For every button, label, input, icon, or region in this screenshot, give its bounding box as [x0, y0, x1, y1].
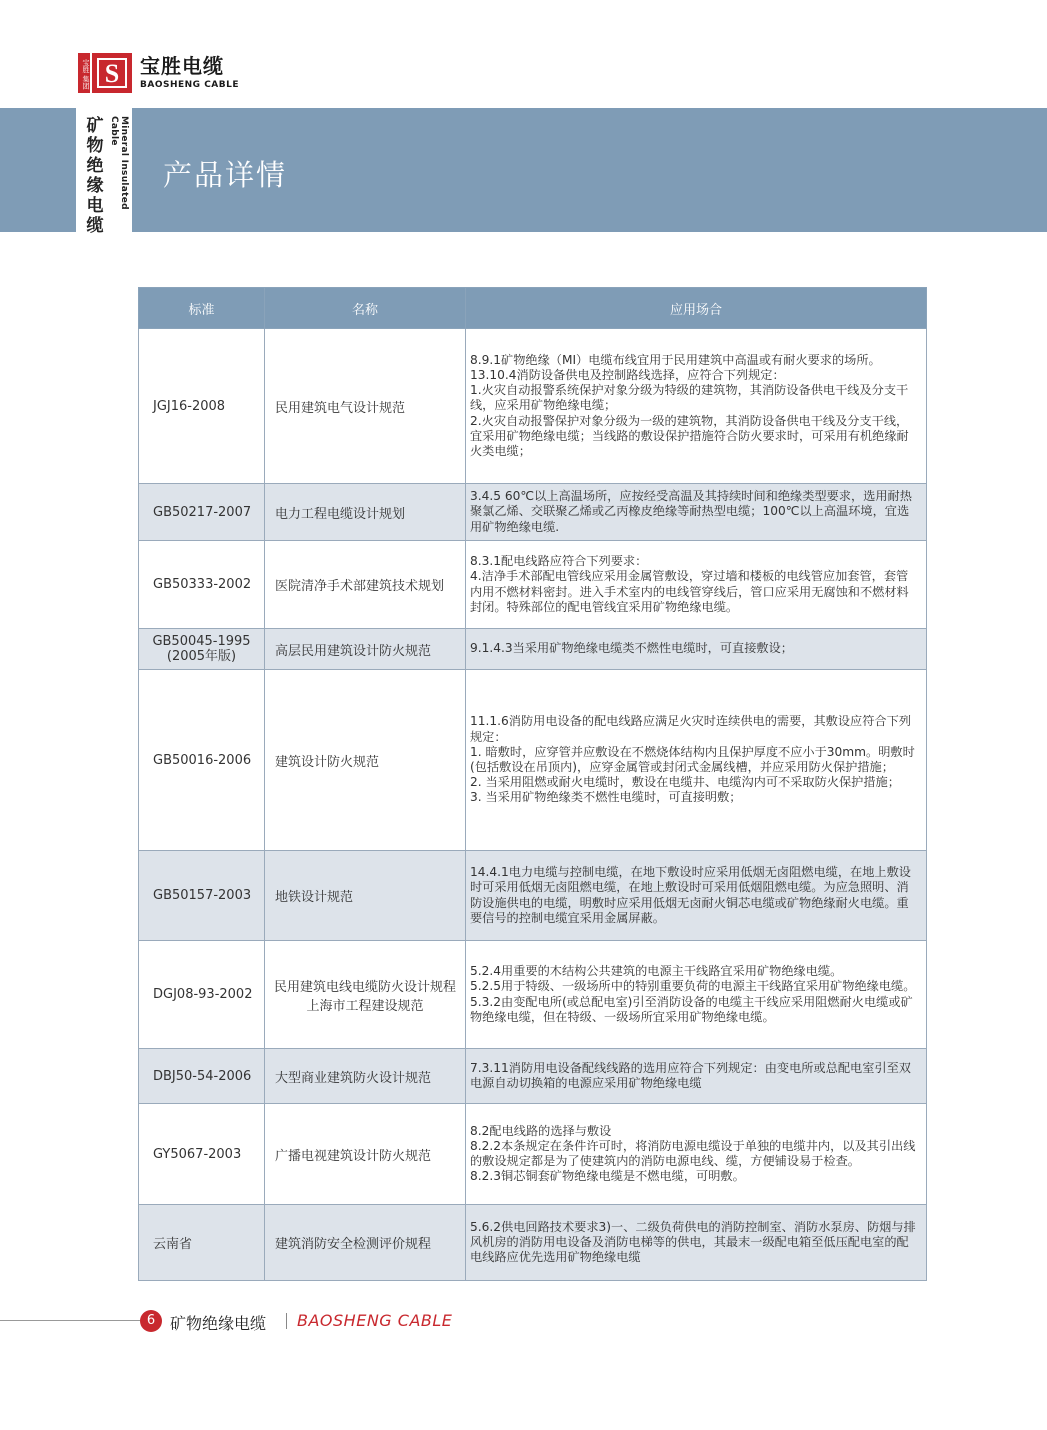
- cell-name: 民用建筑电线电缆防火设计规程上海市工程建设规范: [265, 941, 466, 1049]
- cell-standard: GB50016-2006: [139, 670, 265, 851]
- cell-name: 地铁设计规范: [265, 851, 466, 941]
- page-title: 产品详情: [163, 158, 288, 192]
- brand-name-en: BAOSHENG CABLE: [140, 80, 240, 90]
- cell-name: 建筑设计防火规范: [265, 670, 466, 851]
- cell-standard: 云南省: [139, 1205, 265, 1281]
- cell-standard: GB50333-2002: [139, 541, 265, 629]
- cell-application: 8.3.1配电线路应符合下列要求： 4.洁净手术部配电管线应采用金属管敷设，穿过墙和楼板的电线管应加套管，套管内用不燃材料密封。进入手术室内的电线管穿线后，管口应采用无腐蚀和不燃材料封闭。特殊部位的配电管线宜采用矿物绝缘电缆。: [466, 541, 927, 629]
- cell-standard: JGJ16-2008: [139, 329, 265, 484]
- cell-application: 7.3.11消防用电设备配线线路的选用应符合下列规定：由变电所或总配电室引至双电源自动切换箱的电源应采用矿物绝缘电缆: [466, 1049, 927, 1104]
- cell-standard: GB50157-2003: [139, 851, 265, 941]
- svg-text:S: S: [104, 59, 120, 88]
- cell-standard: GB50217-2007: [139, 484, 265, 541]
- cell-name: 高层民用建筑设计防火规范: [265, 629, 466, 670]
- header-standard: 标准: [139, 288, 265, 329]
- cell-application: 5.6.2供电回路技术要求3)一、二级负荷供电的消防控制室、消防水泵房、防烟与排风机房的消防用电设备及消防电梯等的供电，其最末一级配电箱至低压配电室的配电线路应优先选用矿物绝缘电缆: [466, 1205, 927, 1281]
- logo-s-icon: [92, 53, 132, 93]
- table-row: [139, 541, 927, 629]
- footer-title-cn: 矿物绝缘电缆: [170, 1314, 267, 1333]
- sidebar-tab-title-en: Mineral Insulated Cable: [109, 116, 129, 210]
- header-application: 应用场合: [466, 288, 927, 329]
- footer-title-en: BAOSHENG CABLE: [297, 1311, 453, 1330]
- cell-name: 民用建筑电气设计规范: [265, 329, 466, 484]
- brand-name-cn: 宝胜电缆: [140, 54, 224, 78]
- footer-divider: [286, 1313, 287, 1329]
- table-row: [139, 1049, 927, 1104]
- cell-application: 9.1.4.3当采用矿物绝缘电缆类不燃性电缆时，可直接敷设；: [466, 629, 927, 670]
- cell-standard: GB50045-1995 (2005年版): [139, 629, 265, 670]
- cell-application: 5.2.4用重要的木结构公共建筑的电源主干线路宜采用矿物绝缘电缆。 5.2.5用于特级、一级场所中的特别重要负荷的电源主干线路宜采用矿物绝缘电缆。 5.3.2由变配电所(或总配电室)引至消防设备的电缆主干线应采用阻燃耐火电缆或矿物绝缘电缆，但在特级、一级场所宜采用矿物绝缘电缆。: [466, 941, 927, 1049]
- cell-name: 大型商业建筑防火设计规范: [265, 1049, 466, 1104]
- table-row: [139, 629, 927, 670]
- sidebar-tab-title-cn: 矿物绝缘电缆: [86, 116, 104, 236]
- footer-rule: [0, 1320, 140, 1321]
- sidebar-tab: [76, 108, 132, 236]
- standards-table: [138, 287, 926, 1281]
- cell-standard: DGJ08-93-2002: [139, 941, 265, 1049]
- cell-application: 8.9.1矿物绝缘（MI）电缆布线宜用于民用建筑中高温或有耐火要求的场所。 13.10.4消防设备供电及控制路线选择，应符合下列规定： 1.火灾自动报警系统保护对象分级为特级的建筑物，其消防设备供电干线及分支干线，应采用矿物绝缘电缆； 2.火灾自动报警保护对象分级为一级的建筑物，其消防设备供电干线及分支干线，宜采用矿物绝缘电缆；当线路的敷设保护措施符合防火要求时，可采用有机绝缘耐火类电缆；: [466, 329, 927, 484]
- header-band: [0, 108, 1047, 232]
- table-row: [139, 484, 927, 541]
- logo-tag: 宝胜 集团: [78, 53, 90, 93]
- table-row: [139, 1104, 927, 1205]
- cell-application: 11.1.6消防用电设备的配电线路应满足火灾时连续供电的需要，其敷设应符合下列规定： 1. 暗敷时，应穿管并应敷设在不燃烧体结构内且保护厚度不应小于30mm。明敷时(包括敷设在吊顶内)，应穿金属管或封闭式金属线槽，并应采用防火保护措施； 2. 当采用阻燃或耐火电缆时，敷设在电缆井、电缆沟内可不采取防火保护措施； 3. 当采用矿物绝缘类不燃性电缆时，可直接明敷；: [466, 670, 927, 851]
- cell-name: 医院清净手术部建筑技术规划: [265, 541, 466, 629]
- cell-application: 8.2配电线路的选择与敷设 8.2.2本条规定在条件许可时，将消防电源电缆设于单独的电缆井内，以及其引出线的敷设规定都是为了使建筑内的消防电源电线、缆，方便铺设易于检查。 8.2.3铜芯铜套矿物绝缘电缆是不燃电缆，可明敷。: [466, 1104, 927, 1205]
- cell-standard: DBJ50-54-2006: [139, 1049, 265, 1104]
- table-header-row: [139, 288, 927, 329]
- table-row: [139, 1205, 927, 1281]
- page-number: 6: [140, 1310, 162, 1332]
- brand-logo: [78, 52, 239, 94]
- table-row: [139, 851, 927, 941]
- cell-name: 广播电视建筑设计防火规范: [265, 1104, 466, 1205]
- cell-standard: GY5067-2003: [139, 1104, 265, 1205]
- cell-application: 3.4.5 60℃以上高温场所，应按经受高温及其持续时间和绝缘类型要求，选用耐热聚氯乙烯、交联聚乙烯或乙丙橡皮绝缘等耐热型电缆；100℃以上高温环境，宜选用矿物绝缘电缆.: [466, 484, 927, 541]
- table-row: [139, 670, 927, 851]
- table-row: [139, 329, 927, 484]
- header-name: 名称: [265, 288, 466, 329]
- cell-name: 电力工程电缆设计规划: [265, 484, 466, 541]
- cell-application: 14.4.1电力电缆与控制电缆，在地下敷设时应采用低烟无卤阻燃电缆，在地上敷设时可采用低烟无卤阻燃电缆，在地上敷设时可采用低烟阻燃电缆。为应急照明、消防设施供电的电缆，明敷时应采用低烟无卤耐火铜芯电缆或矿物绝缘耐火电缆。重要信号的控制电缆宜采用金属屏蔽。: [466, 851, 927, 941]
- cell-name: 建筑消防安全检测评价规程: [265, 1205, 466, 1281]
- table-row: [139, 941, 927, 1049]
